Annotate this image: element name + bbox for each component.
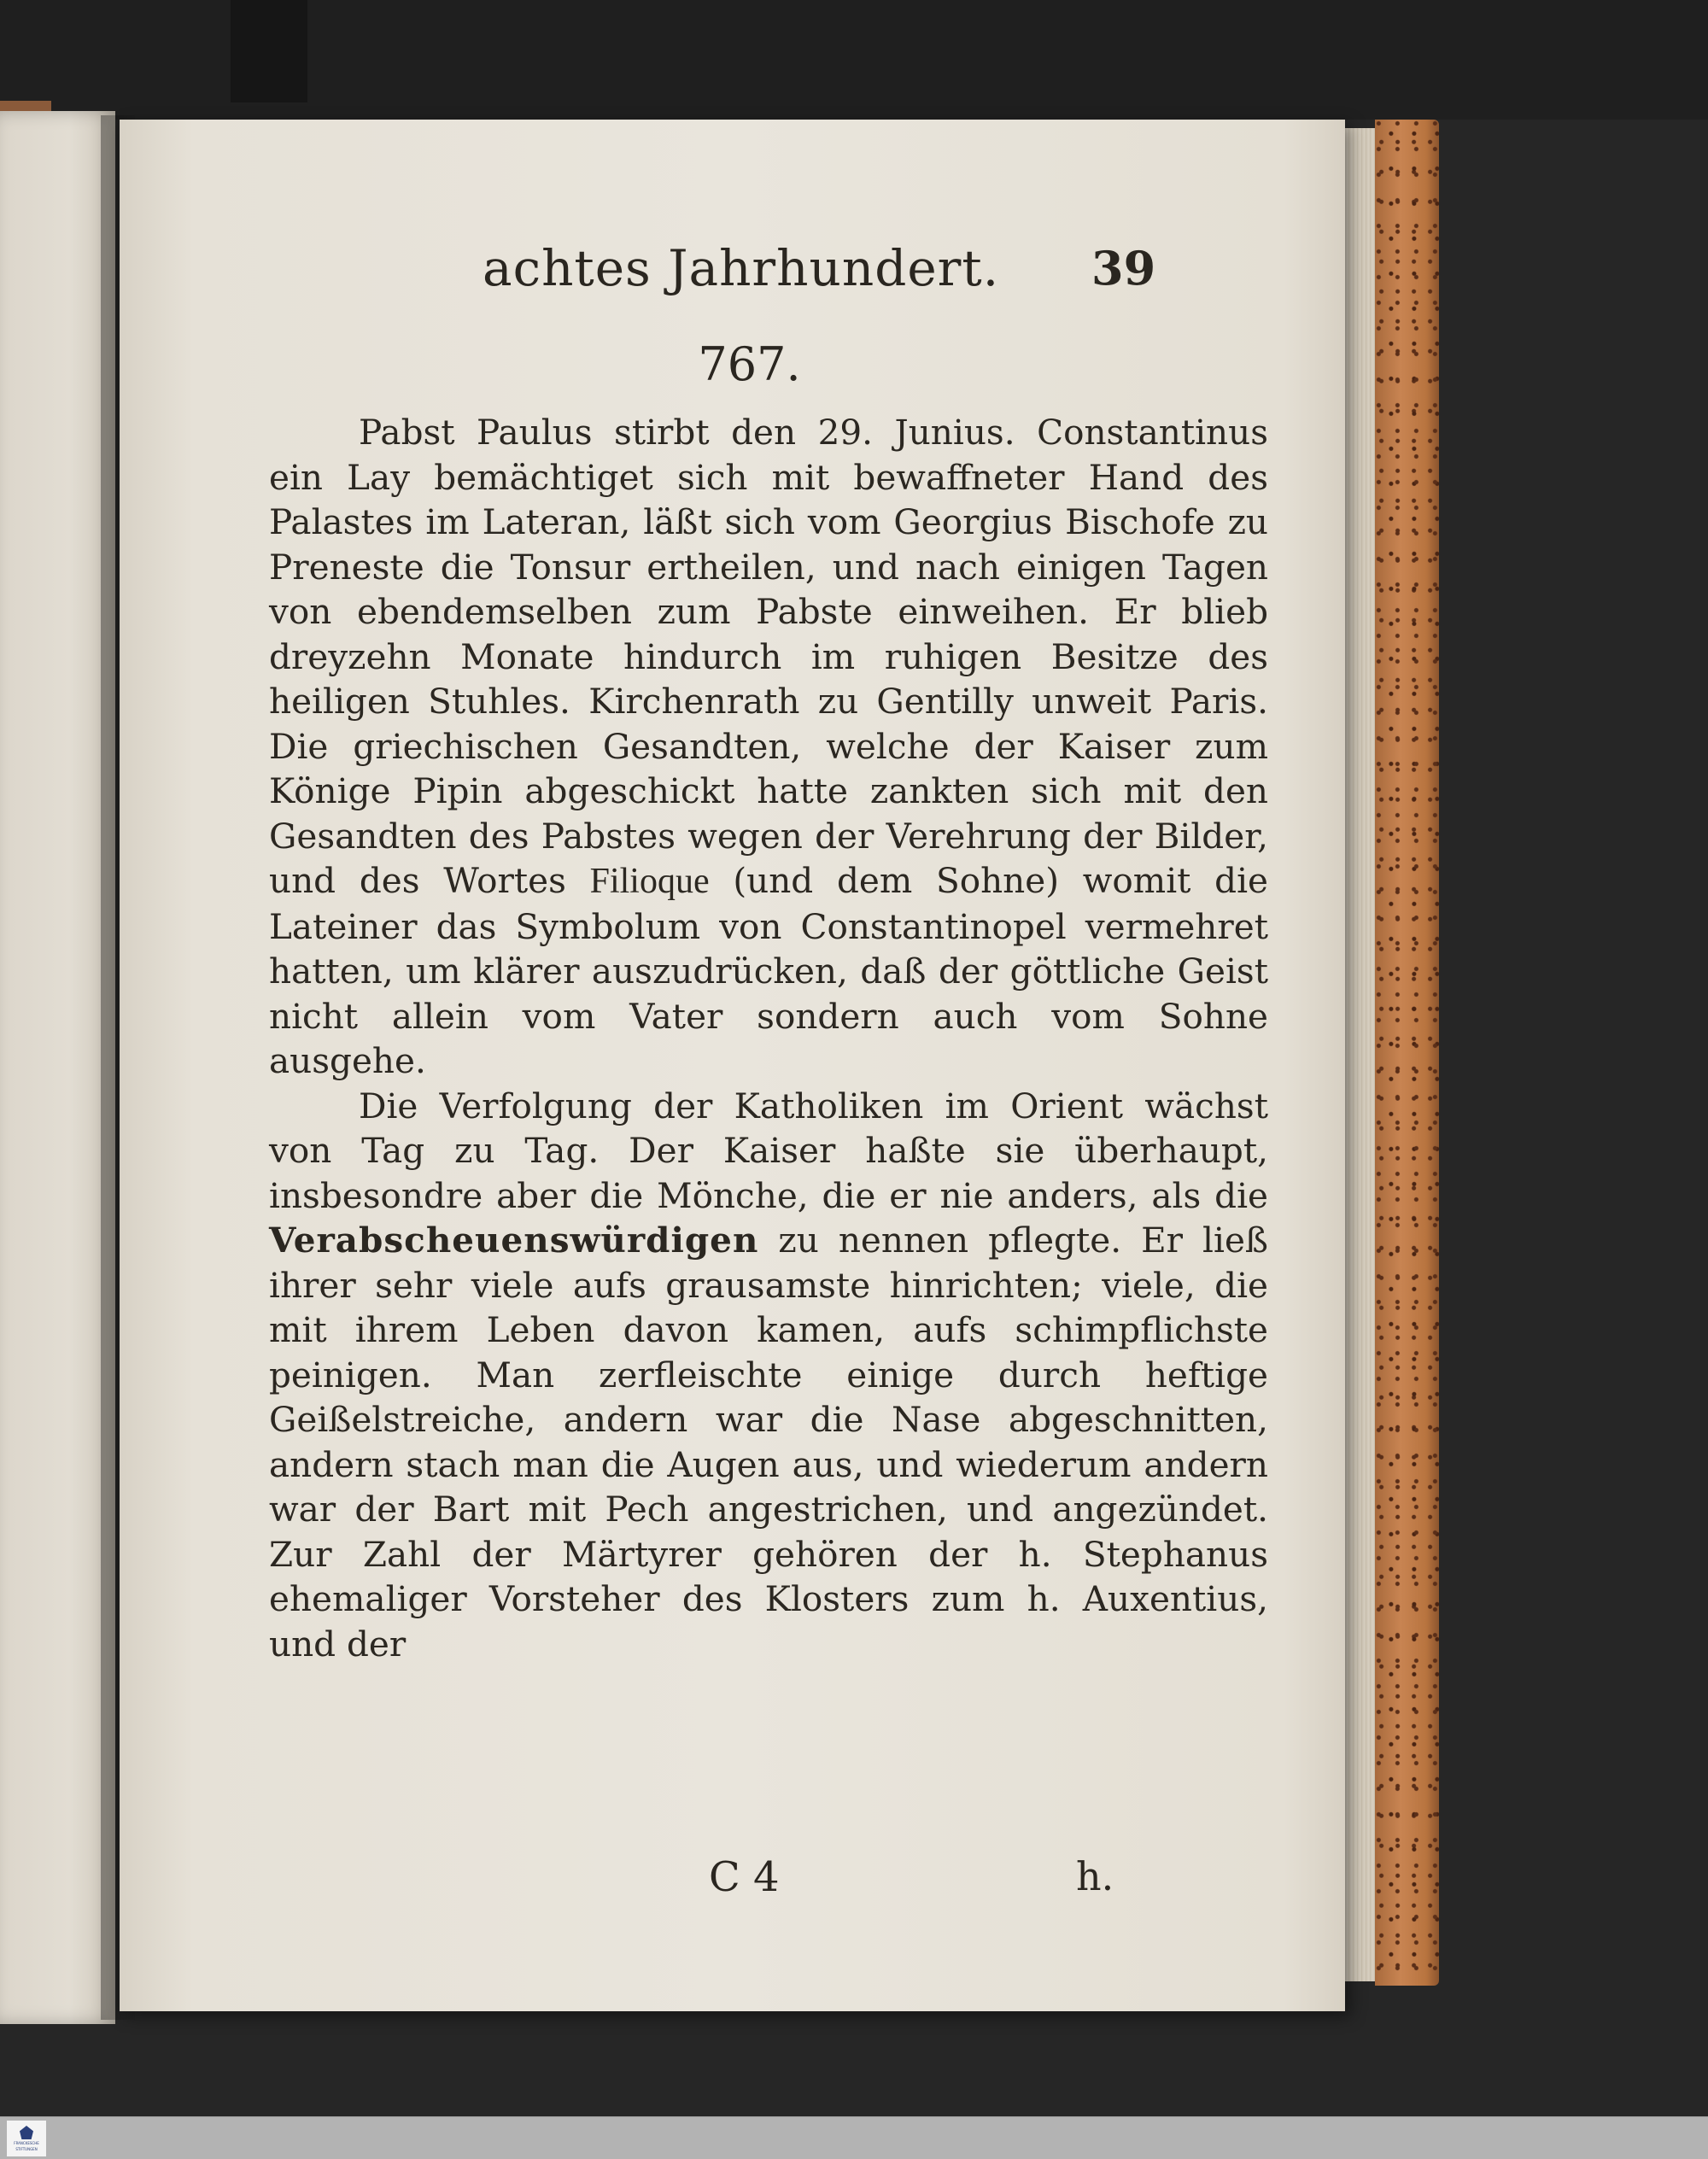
- paragraph-1-text-after: (und dem Sohne) womit die Lateiner das Symbolum von Constantinopel vermehret hatten, um klärer auszudrücken, daß der göttliche Geist nicht allein vom Vater sondern auch vom Sohne ausgehe.: [269, 860, 1268, 1081]
- logo-emblem-icon: [20, 2126, 33, 2139]
- page-footer: [120, 1853, 1345, 1904]
- body-text: [269, 410, 1268, 1666]
- catchword: h.: [1076, 1853, 1114, 1899]
- logo-text-line2: STIFTUNGEN: [15, 2147, 38, 2151]
- paragraph-1-text: Pabst Paulus stirbt den 29. Junius. Constantinus ein Lay bemächtiget sich mit bewaffneter Hand des Palastes im Lateran, läßt sich vom Georgius Bischofe zu Preneste die Tonsur ertheilen, und nach einigen Tagen von ebendemselben zum Pabste einweihen. Er blieb dreyzehn Monate hindurch im ruhigen Besitze des heiligen Stuhles. Kirchenrath zu Gentilly unweit Paris. Die griechischen Gesandten, welche der Kaiser zum Könige Pipin abgeschickt hatte zankten sich mit den Gesandten des Pabstes wegen der Verehrung der Bilder, und des Wortes: [269, 412, 1268, 901]
- signature-mark: C 4: [709, 1853, 780, 1901]
- logo-text-line1: FRANCKESCHE: [14, 2141, 39, 2145]
- running-title: achtes Jahrhundert.: [483, 239, 1000, 297]
- paragraph-2: [269, 1084, 1268, 1667]
- recto-page: [120, 120, 1345, 2011]
- latin-term: Filioque: [589, 862, 710, 901]
- paragraph-2-text-before: Die Verfolgung der Katholiken im Orient wächst von Tag zu Tag. Der Kaiser haßte sie überhaupt, insbesondre aber die Mönche, die er nie anders, als die: [269, 1085, 1268, 1216]
- page-fore-edge: [1345, 128, 1379, 1981]
- viewer-footer-bar: [0, 2116, 1708, 2159]
- paragraph-1: [269, 410, 1268, 1084]
- verso-page: [0, 111, 115, 2024]
- institution-logo[interactable]: [7, 2121, 46, 2156]
- running-head: [120, 239, 1345, 307]
- paragraph-2-text-after: zu nennen pflegte. Er ließ ihrer sehr viele aufs grausamste hinrichten; viele, die mit ihrem Leben davon kamen, aufs schimpflichste peinigen. Man zerfleischte einige durch heftige Geißelstreiche, andern war die Nase abgeschnitten, andern stach man die Augen aus, und wiederum andern war der Bart mit Pech angestrichen, und angezündet. Zur Zahl der Märtyrer gehören der h. Stephanus ehemaliger Vorsteher des Klosters zum h. Auxentius, und der: [269, 1220, 1268, 1665]
- background-shadow: [231, 0, 307, 102]
- page-number: 39: [1091, 241, 1156, 295]
- right-cover-board: [1375, 120, 1439, 1986]
- year-heading: 767.: [698, 337, 801, 391]
- emphasized-word: Verabscheuenswürdigen: [269, 1220, 759, 1261]
